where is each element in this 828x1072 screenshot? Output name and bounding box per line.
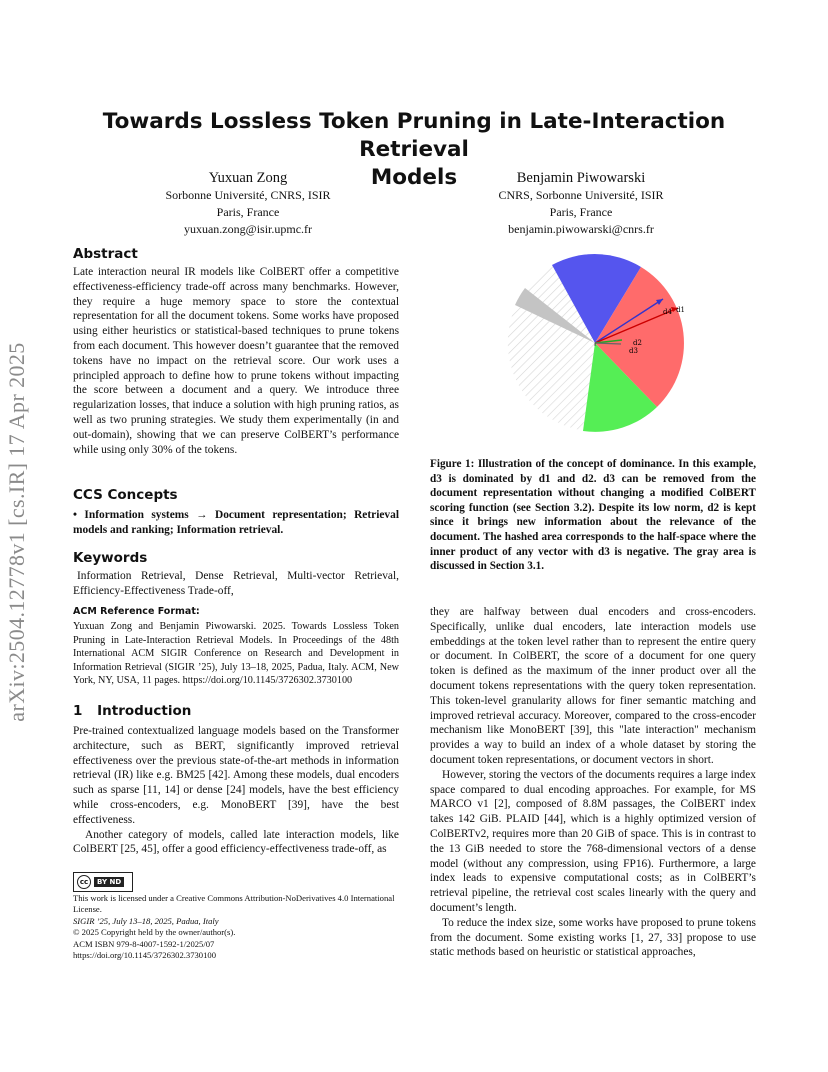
author-name: Benjamin Piwowarski (516, 170, 646, 186)
label-d1: d1 (676, 306, 685, 314)
label-d2: d2 (633, 339, 642, 347)
author-name: Yuxuan Zong (208, 170, 288, 186)
author-block-1 (138, 169, 358, 238)
cc-logo-icon: cc (77, 875, 91, 889)
intro-paragraph-2: Another category of models, called late interaction models, like ColBERT [25, 45], offer a good efficiency-effectiveness trade-off, as (73, 828, 399, 856)
license-copyright: © 2025 Copyright held by the owner/author(s). (73, 927, 236, 938)
license-isbn: ACM ISBN 979-8-4007-1592-1/2025/07 (73, 938, 215, 949)
cc-badge-text: BY ND (94, 877, 124, 887)
keywords-heading: Keywords (73, 550, 148, 566)
intro-heading-number: 1 (73, 703, 83, 719)
right-paragraph-3: To reduce the index size, some works have proposed to prune tokens from the document. Some existing works [1, 27, 33] propose to use static methods based on heuristic or statistical approaches, (430, 916, 756, 959)
author-block-2 (470, 169, 692, 238)
label-d3: d3 (629, 347, 638, 355)
intro-paragraph-1: Pre-trained contextualized language models based on the Transformer architecture, such as BERT, significantly improved retrieval effectiveness over the previous state-of-the-art methods in information retrieval (IR) like e.g. BM25 [42]. Among these models, dual encoders such as sparse [11, 14] or dense [24] models, have the best efficiency while cross-encoders, e.g. MonoBERT [39], have the best effectiveness. (73, 725, 399, 826)
right-column-body (430, 605, 756, 960)
ccs-text: • Information systems → Document representation; Retrieval models and ranking; Information retrieval. (73, 509, 399, 536)
author-email[interactable]: yuxuan.zong@isir.upmc.fr (183, 222, 313, 236)
figure-1 (505, 246, 685, 432)
label-d4: d4 (663, 308, 672, 316)
right-paragraph-1: they are halfway between dual encoders and cross-encoders. Specifically, unlike dual encoders, late interaction models use embeddings at the token level rather than to represent the entire query or document. In ColBERT, the score of a document for one query token is defined as the maximum of the inner product over all the document tokens representations with the query token representation. This token-level granularity allows for finer semantic matching and improved retrieval accuracy. Moreover, compared to the cross-encoder mechanism like MonoBERT [39], this "late interaction" mechanism provides a way to build an index of a whole dataset by storing the document token representations, or document vectors in short. (430, 606, 756, 766)
dominance-diagram (505, 246, 685, 432)
intro-heading (73, 703, 191, 719)
author-email[interactable]: benjamin.piwowarski@cnrs.fr (508, 222, 654, 236)
right-paragraph-2: However, storing the vectors of the documents requires a large index space compared to dual encoding approaches. For example, for MS MARCO v1 [2], composed of 8.8M passages, the ColBERT index takes 142 GiB. PLAID [44], which is a highly optimized version of ColBERTv2, requires more than 20 GiB of space. This is in contrast to the 13 GiB needed to store the 768-dimensional vectors of a dense model (without any compression, using FP16). Furthermore, a large index leads to expensive computational costs; as in ColBERT’s retrieval pipeline, the retrieval cost scales linearly with the query and document’s length. (430, 768, 756, 914)
ccs-heading: CCS Concepts (73, 487, 178, 503)
license-block (73, 893, 399, 961)
intro-heading-text: Introduction (97, 703, 192, 719)
author-location: Paris, France (549, 205, 613, 219)
figure-caption: Figure 1: Illustration of the concept of dominance. In this example, d3 is dominated by d1 and d2. d3 can be removed from the document representation without changing a modified ColBERT scoring function (see Section 3.2). Despite its low norm, d2 is kept since it brings new information about the relevance of the document. The hashed area corresponds to the half-space where the inner product of any vector with d3 is negative. The gray area is discussed in Section 3.1. (430, 458, 756, 573)
license-doi[interactable]: https://doi.org/10.1145/3726302.3730100 (73, 950, 216, 961)
acm-ref-heading: ACM Reference Format: (73, 606, 200, 617)
acm-ref-text: Yuxuan Zong and Benjamin Piwowarski. 2025. Towards Lossless Token Pruning in Late-Interaction Retrieval Models. In Proceedings of the 48th International ACM SIGIR Conference on Research and Development in Information Retrieval (SIGIR ’25), July 13–18, 2025, Padua, Italy. ACM, New York, NY, USA, 11 pages. https://doi.org/10.1145/3726302.3730100 (73, 621, 399, 687)
title-line-2: Models (370, 165, 458, 190)
abstract-heading: Abstract (73, 246, 138, 262)
license-line: This work is licensed under a Creative Commons Attribution-NoDerivatives 4.0 International License. (73, 893, 395, 915)
author-affiliation: Sorbonne Université, CNRS, ISIR (165, 188, 331, 202)
title-line-1: Towards Lossless Token Pruning in Late-Interaction Retrieval (102, 109, 726, 162)
license-venue: SIGIR ’25, July 13–18, 2025, Padua, Italy (73, 915, 219, 926)
intro-body (73, 724, 399, 857)
abstract-text: Late interaction neural IR models like ColBERT offer a competitive effectiveness-efficiency trade-off across many benchmarks. However, they require a huge memory space to store the contextual representation for all the document tokens. Some works have proposed using either heuristics or statistical-based techniques to prune tokens from each document. This however doesn’t guarantee that the removed tokens have no impact on the retrieval score. Our work uses a principled approach to define how to prune tokens without impacting the score between a document and a query. We introduce three regularization losses, that induce a solution with high pruning ratios, as well as two pruning strategies. We study them experimentally (in and out-domain), showing that we can preserve ColBERT’s performance while using only 30% of the tokens. (73, 266, 399, 456)
keywords-text: Information Retrieval, Dense Retrieval, Multi-vector Retrieval, Efficiency-Effectiveness Trade-off, (73, 570, 399, 597)
cc-license-badge (73, 872, 133, 892)
author-location: Paris, France (216, 205, 280, 219)
arxiv-stamp: arXiv:2504.12778v1 [cs.IR] 17 Apr 2025 (4, 342, 29, 722)
author-affiliation: CNRS, Sorbonne Université, ISIR (498, 188, 664, 202)
